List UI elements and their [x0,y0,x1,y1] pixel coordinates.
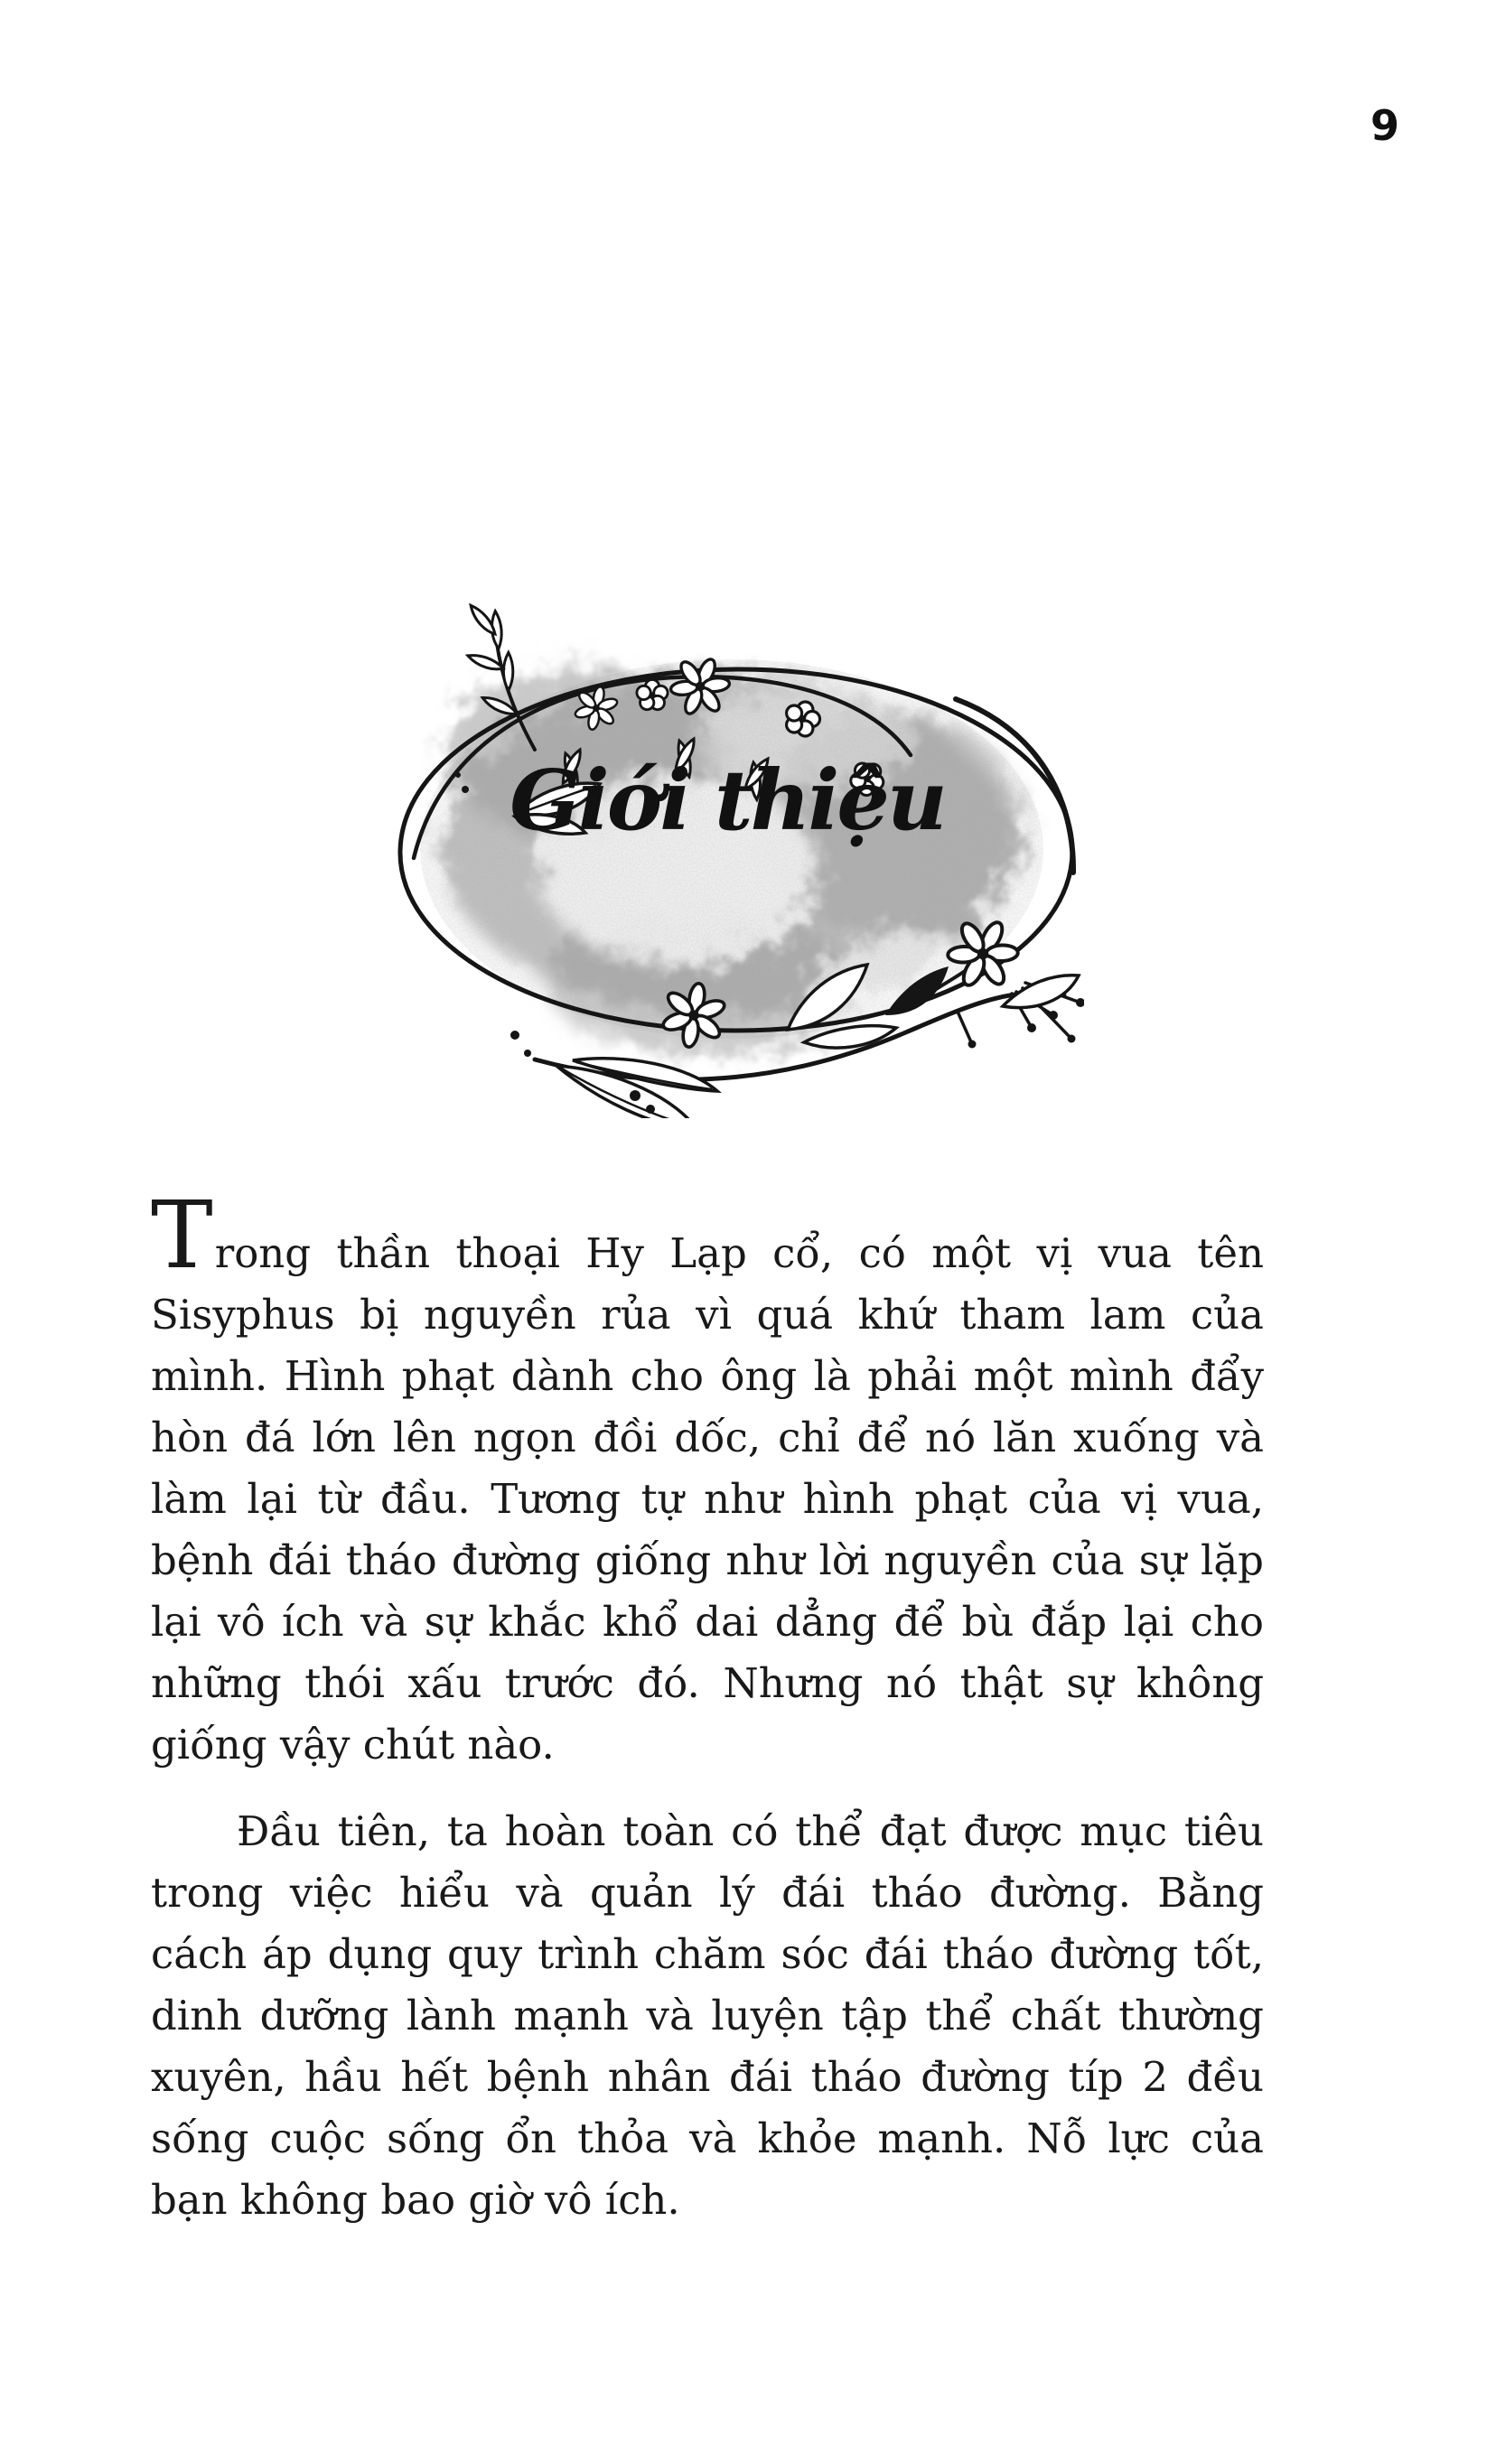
page-number: 9 [1370,101,1399,150]
text-line: Sisyphus bị nguyền rủa vì quá khứ tham lam của [151,1291,1264,1339]
text-line: Đầu tiên, ta hoàn toàn có thể đạt được mục tiêu [237,1807,1264,1855]
text-line [151,1181,1264,1290]
text-line: bệnh đái tháo đường giống như lời nguyền của sự lặp [151,1536,1264,1584]
text-line: xuyên, hầu hết bệnh nhân đái tháo đường típ 2 đều [151,2053,1264,2101]
text-line: giống vậy chút nào. [151,1721,555,1769]
chapter-title: Giới thiệu [510,751,945,849]
paragraph-1 [151,1181,1264,1776]
text-line: làm lại từ đầu. Tương tự như hình phạt của vị vua, [151,1475,1264,1523]
chapter-body [151,1181,1264,2231]
text-line: những thói xấu trước đó. Nhưng nó thật sự không [151,1659,1264,1707]
text-line: cách áp dụng quy trình chăm sóc đái tháo đường tốt, [151,1930,1264,1978]
chapter-ornament [379,603,1084,1118]
floral-wreath-graphic [379,603,1084,1118]
text-line: bạn không bao giờ vô ích. [151,2176,680,2224]
text-line-rest: rong thần thoại Hy Lạp cổ, có một vị vua tên [214,1229,1264,1277]
dropcap-letter: T [151,1181,215,1290]
text-line: hòn đá lớn lên ngọn đồi dốc, chỉ để nó lăn xuống và [151,1414,1264,1461]
text-line: dinh dưỡng lành mạnh và luyện tập thể chất thường [151,1992,1264,2039]
text-line: lại vô ích và sự khắc khổ dai dẳng để bù đắp lại cho [151,1598,1264,1646]
text-line: trong việc hiểu và quản lý đái tháo đường. Bằng [151,1869,1264,1917]
text-line: sống cuộc sống ổn thỏa và khỏe mạnh. Nỗ lực của [151,2114,1264,2162]
paragraph-2 [151,1801,1264,2231]
text-line: mình. Hình phạt dành cho ông là phải một mình đẩy [151,1352,1264,1400]
